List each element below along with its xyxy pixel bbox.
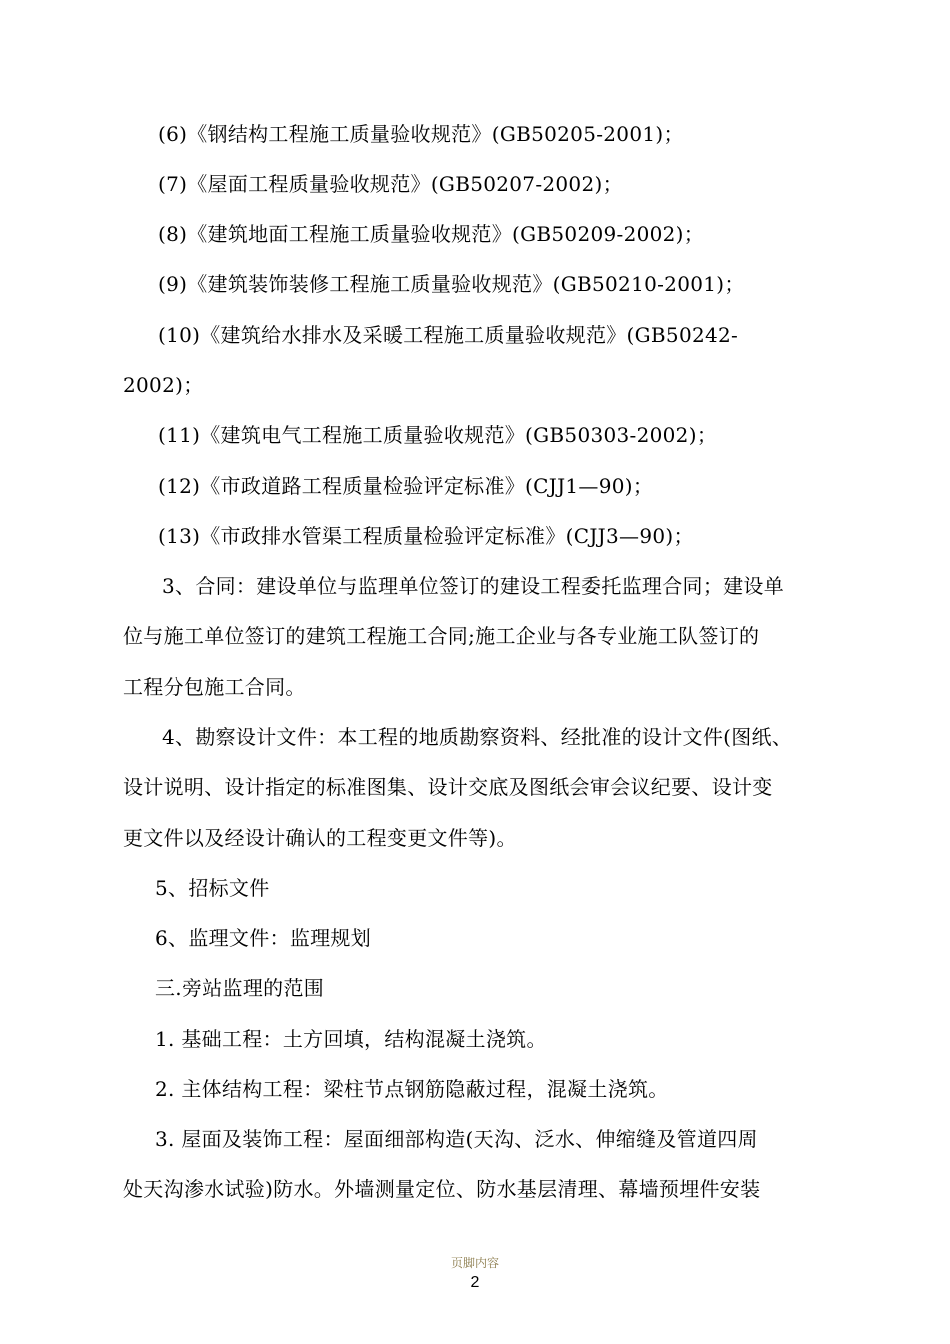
scope-item-3-line-2: 处天沟渗水试验)防水。外墙测量定位、防水基层清理、幕墙预埋件安装	[123, 1177, 761, 1201]
footer-label: 页脚内容	[450, 1256, 499, 1270]
reference-item-10-continued: 2002)；	[123, 373, 204, 397]
reference-item-11: (11)《建筑电气工程施工质量验收规范》(GB50303-2002)；	[158, 423, 718, 447]
reference-item-7: (7)《屋面工程质量验收规范》(GB50207-2002)；	[158, 172, 623, 196]
contract-paragraph-line-1: 3、合同：建设单位与监理单位签订的建设工程委托监理合同；建设单	[162, 574, 785, 598]
reference-item-13: (13)《市政排水管渠工程质量检验评定标准》(CJJ3—90)；	[158, 524, 694, 548]
reference-item-9: (9)《建筑装饰装修工程施工质量验收规范》(GB50210-2001)；	[158, 272, 745, 296]
reference-item-12: (12)《市政道路工程质量检验评定标准》(CJJ1—90)；	[158, 474, 654, 498]
reference-item-8: (8)《建筑地面工程施工质量验收规范》(GB50209-2002)；	[158, 222, 705, 246]
scope-item-3-line-1: 3. 屋面及装饰工程：屋面细部构造(天沟、泛水、伸缩缝及管道四周	[155, 1127, 758, 1151]
contract-paragraph-line-2: 位与施工单位签订的建筑工程施工合同;施工企业与各专业施工队签订的	[123, 624, 760, 648]
reference-item-6: (6)《钢结构工程施工质量验收规范》(GB50205-2001)；	[158, 122, 684, 146]
scope-item-1: 1. 基础工程：土方回填，结构混凝土浇筑。	[155, 1027, 547, 1051]
bidding-documents-item: 5、招标文件	[155, 876, 270, 900]
section-heading: 三.旁站监理的范围	[155, 976, 325, 1000]
page-number: 2	[470, 1274, 480, 1291]
survey-paragraph-line-2: 设计说明、设计指定的标准图集、设计交底及图纸会审会议纪要、设计变	[123, 775, 773, 799]
supervision-documents-item: 6、监理文件：监理规划	[155, 926, 372, 950]
reference-item-10: (10)《建筑给水排水及采暖工程施工质量验收规范》(GB50242-	[158, 323, 739, 347]
survey-paragraph-line-3: 更文件以及经设计确认的工程变更文件等)。	[123, 826, 517, 850]
contract-paragraph-line-3: 工程分包施工合同。	[123, 675, 306, 699]
survey-paragraph-line-1: 4、勘察设计文件：本工程的地质勘察资料、经批准的设计文件(图纸、	[162, 725, 793, 749]
scope-item-2: 2. 主体结构工程：梁柱节点钢筋隐蔽过程，混凝土浇筑。	[155, 1077, 669, 1101]
